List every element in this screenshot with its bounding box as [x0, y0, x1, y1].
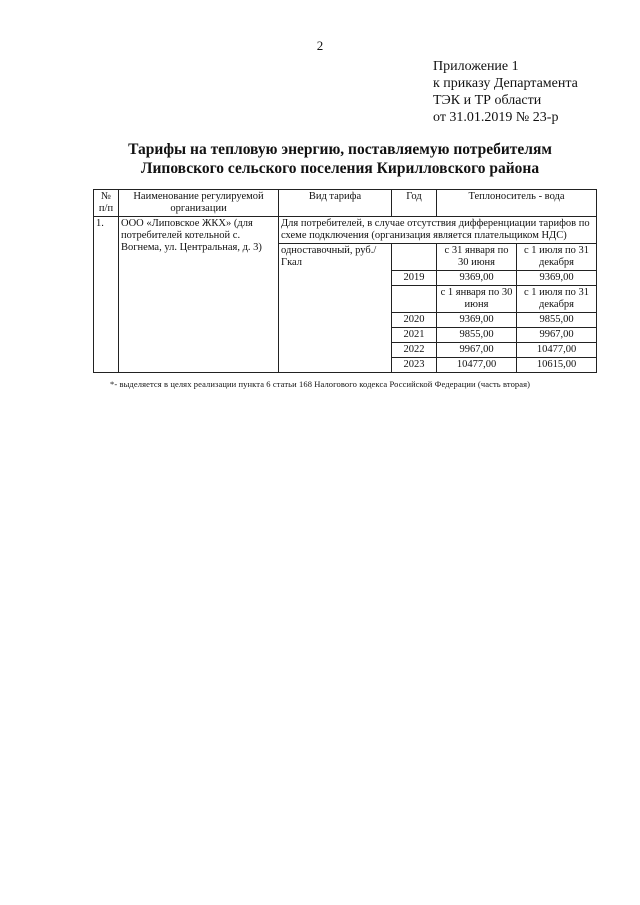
empty-year-cell	[392, 244, 437, 271]
appendix-line-4: от 31.01.2019 № 23-р	[433, 110, 559, 125]
tariff-table	[93, 189, 597, 373]
value-cell: 9967,00	[517, 328, 597, 343]
consumers-note-cell: Для потребителей, в случае отсутствия дифференциации тарифов по схеме подключения (организация является плательщиком НДС)	[279, 217, 597, 244]
year-cell: 2020	[392, 313, 437, 328]
value-cell: 9967,00	[437, 343, 517, 358]
title-line-2: Липовского сельского поселения Кирилловского района	[140, 160, 540, 177]
footnote: *- выделяется в целях реализации пункта 6 статьи 168 Налогового кодекса Российской Федерации (часть вторая)	[110, 379, 531, 389]
org-name-cell: ООО «Липовское ЖКХ» (для потребителей котельной с. Вогнема, ул. Центральная, д. 3)	[119, 217, 279, 373]
value-cell: 10477,00	[437, 358, 517, 373]
document-title	[60, 140, 620, 178]
period-header-cell: с 1 июля по 31 декабря	[517, 244, 597, 271]
header-num: № п/п	[94, 190, 119, 217]
appendix-line-2: к приказу Департамента	[433, 76, 578, 91]
table-header-row	[94, 190, 597, 217]
appendix-block	[433, 58, 578, 126]
empty-year-cell	[392, 286, 437, 313]
header-carrier: Теплоноситель - вода	[437, 190, 597, 217]
value-cell: 9369,00	[437, 313, 517, 328]
period-header-cell: с 31 января по 30 июня	[437, 244, 517, 271]
year-cell: 2022	[392, 343, 437, 358]
value-cell: 10477,00	[517, 343, 597, 358]
title-line-1: Тарифы на тепловую энергию, поставляемую потребителям	[128, 141, 552, 158]
tariff-kind-cell: одноставочный, руб./Гкал	[279, 244, 392, 373]
year-cell: 2021	[392, 328, 437, 343]
value-cell: 9369,00	[437, 271, 517, 286]
header-org: Наименование регулируемой организации	[119, 190, 279, 217]
value-cell: 9855,00	[517, 313, 597, 328]
table-row	[94, 217, 597, 244]
period-header-cell: с 1 января по 30 июня	[437, 286, 517, 313]
value-cell: 9369,00	[517, 271, 597, 286]
row-number: 1.	[94, 217, 119, 373]
value-cell: 9855,00	[437, 328, 517, 343]
header-kind: Вид тарифа	[279, 190, 392, 217]
appendix-line-1: Приложение 1	[433, 59, 519, 74]
appendix-line-3: ТЭК и ТР области	[433, 93, 542, 108]
header-year: Год	[392, 190, 437, 217]
year-cell: 2023	[392, 358, 437, 373]
year-cell: 2019	[392, 271, 437, 286]
value-cell: 10615,00	[517, 358, 597, 373]
page-number: 2	[316, 38, 324, 53]
period-header-cell: с 1 июля по 31 декабря	[517, 286, 597, 313]
